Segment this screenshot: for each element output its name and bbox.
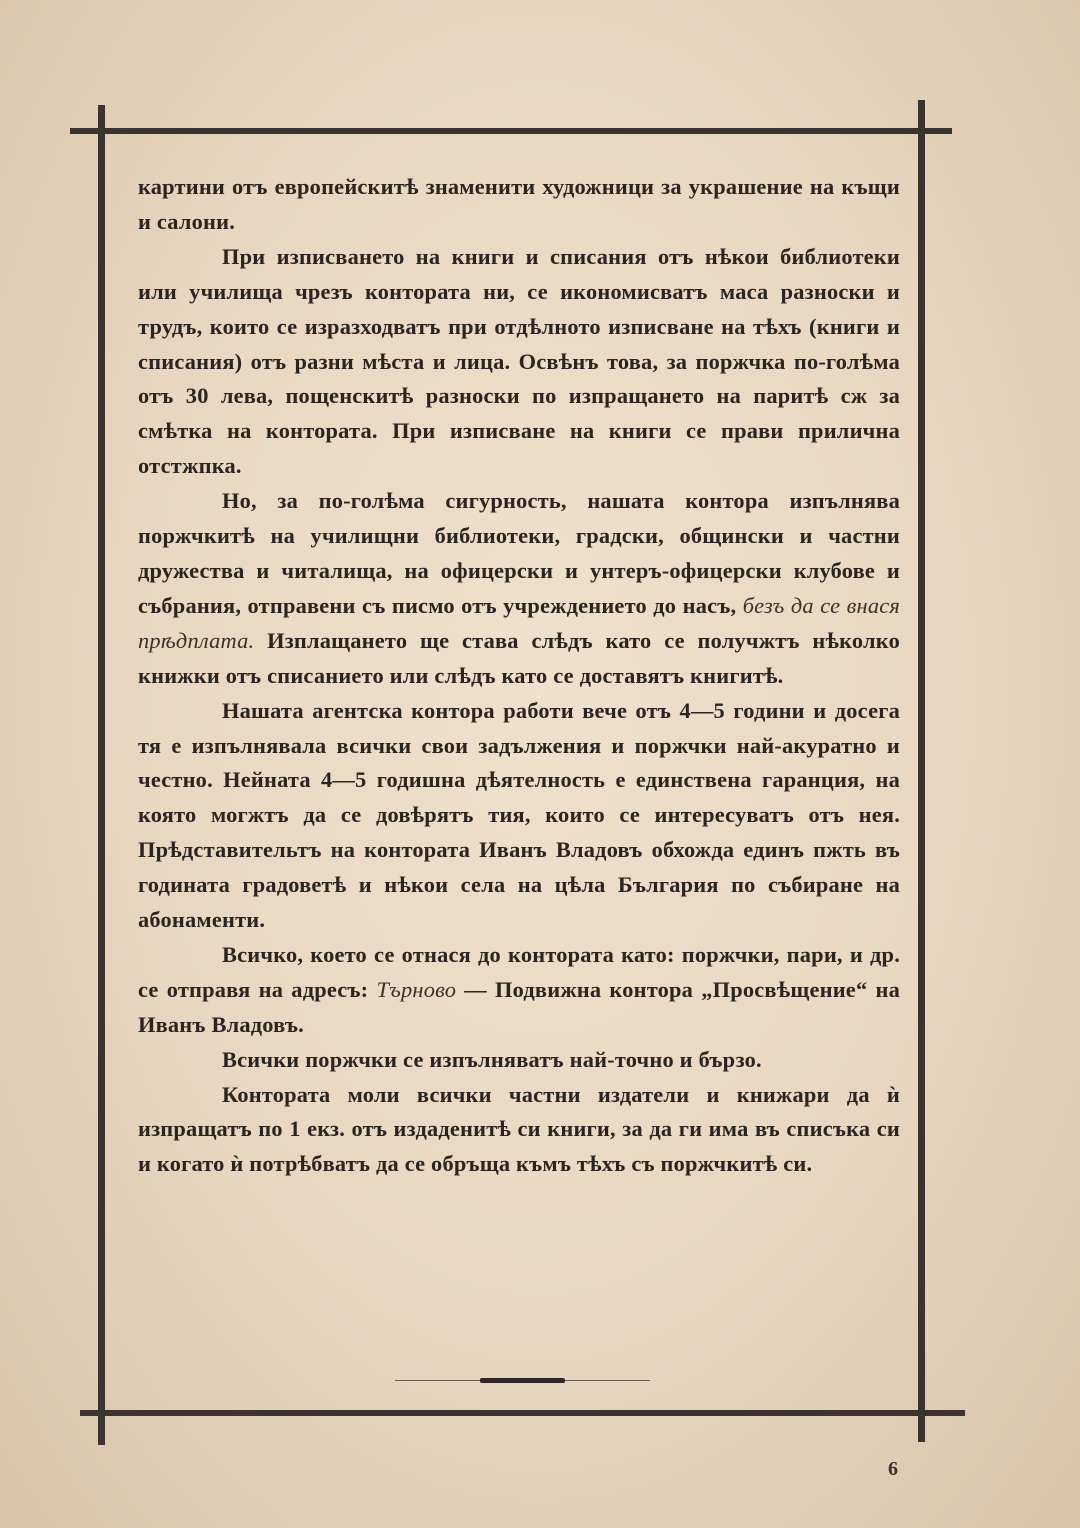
no-prepayment-emphasis: безъ да се внася прѣдплата.	[138, 592, 900, 653]
paragraph-address-tail: — Подвижна контора „Просвѣщение“ на Иванъ Владовъ.	[138, 976, 901, 1037]
paragraph-no-prepayment-lead: Но, за по-голѣма сигурность, нашата контора изпълнява поржчкитѣ на училищни библиотеки, градски, общински и частни дружества и читалища, на офицерски и унтеръ-офицерски клубове и събрания, отправени съ писмо отъ учреждението до насъ,	[138, 488, 900, 618]
frame-top-rule	[70, 128, 952, 134]
page-number: 6	[888, 1458, 898, 1480]
paragraph-prompt-fulfillment: Всички поржчки се изпълняватъ най-точно и бързо.	[222, 1046, 762, 1072]
paragraph-publisher-request: Контората моли всички частни издатели и книжари да ѝ изпращатъ по 1 екз. отъ издаденитѣ си книги, за да ги има въ списъка си и когато ѝ потрѣбватъ да се обръща къмъ тѣхъ съ поржчкитѣ си.	[138, 1081, 900, 1177]
section-end-ornament	[395, 1375, 650, 1387]
frame-bottom-rule	[80, 1410, 965, 1416]
body-text	[138, 170, 900, 1182]
ornament-thick-rule	[480, 1378, 565, 1383]
address-city-emphasis: Търново	[376, 976, 457, 1002]
paragraph-no-prepayment	[138, 484, 900, 693]
frame-right-rule	[918, 100, 925, 1442]
frame-left-rule	[98, 105, 105, 1445]
paragraph-agency-history: Нашата агентска контора работи вече отъ 4—5 години и досега тя е изпълнявала всички свои задължения и поржчки най-акуратно и честно. Нейната 4—5 годишна дѣятелность е единствена гаранция, на която могжтъ да се довѣрятъ тия, които се интересуватъ отъ нея. Прѣдставительтъ на контората Иванъ Владовъ обхожда единъ пжть въ годината градоветѣ и нѣкои села на цѣла България по събиране на абонаменти.	[138, 697, 900, 933]
paragraph-continuation: картини отъ европейскитѣ знаменити художници за украшение на къщи и салони.	[138, 174, 900, 234]
paragraph-ordering-savings: При изписването на книги и списания отъ нѣкои библиотеки или училища чрезъ контората ни, се икономисватъ маса разноски и трудъ, които се изразходватъ при отдѣлното изписване на тѣхъ (книги и списания) отъ разни мѣста и лица. Освѣнъ това, за поржчка по-голѣма отъ 30 лева, пощенскитѣ разноски по изпращането на паритѣ сж за смѣтка на контората. При изписване на книги се прави прилична отстжпка.	[138, 243, 900, 479]
paragraph-no-prepayment-tail: Изплащането ще става слѣдъ като се получжтъ нѣколко книжки отъ списанието или слѣдъ като се доставятъ книгитѣ.	[138, 627, 900, 688]
paragraph-address-lead: Всичко, което се отнася до контората като: поржчки, пари, и др. се отправя на адресъ:	[138, 941, 900, 1002]
paragraph-address	[138, 938, 900, 1043]
